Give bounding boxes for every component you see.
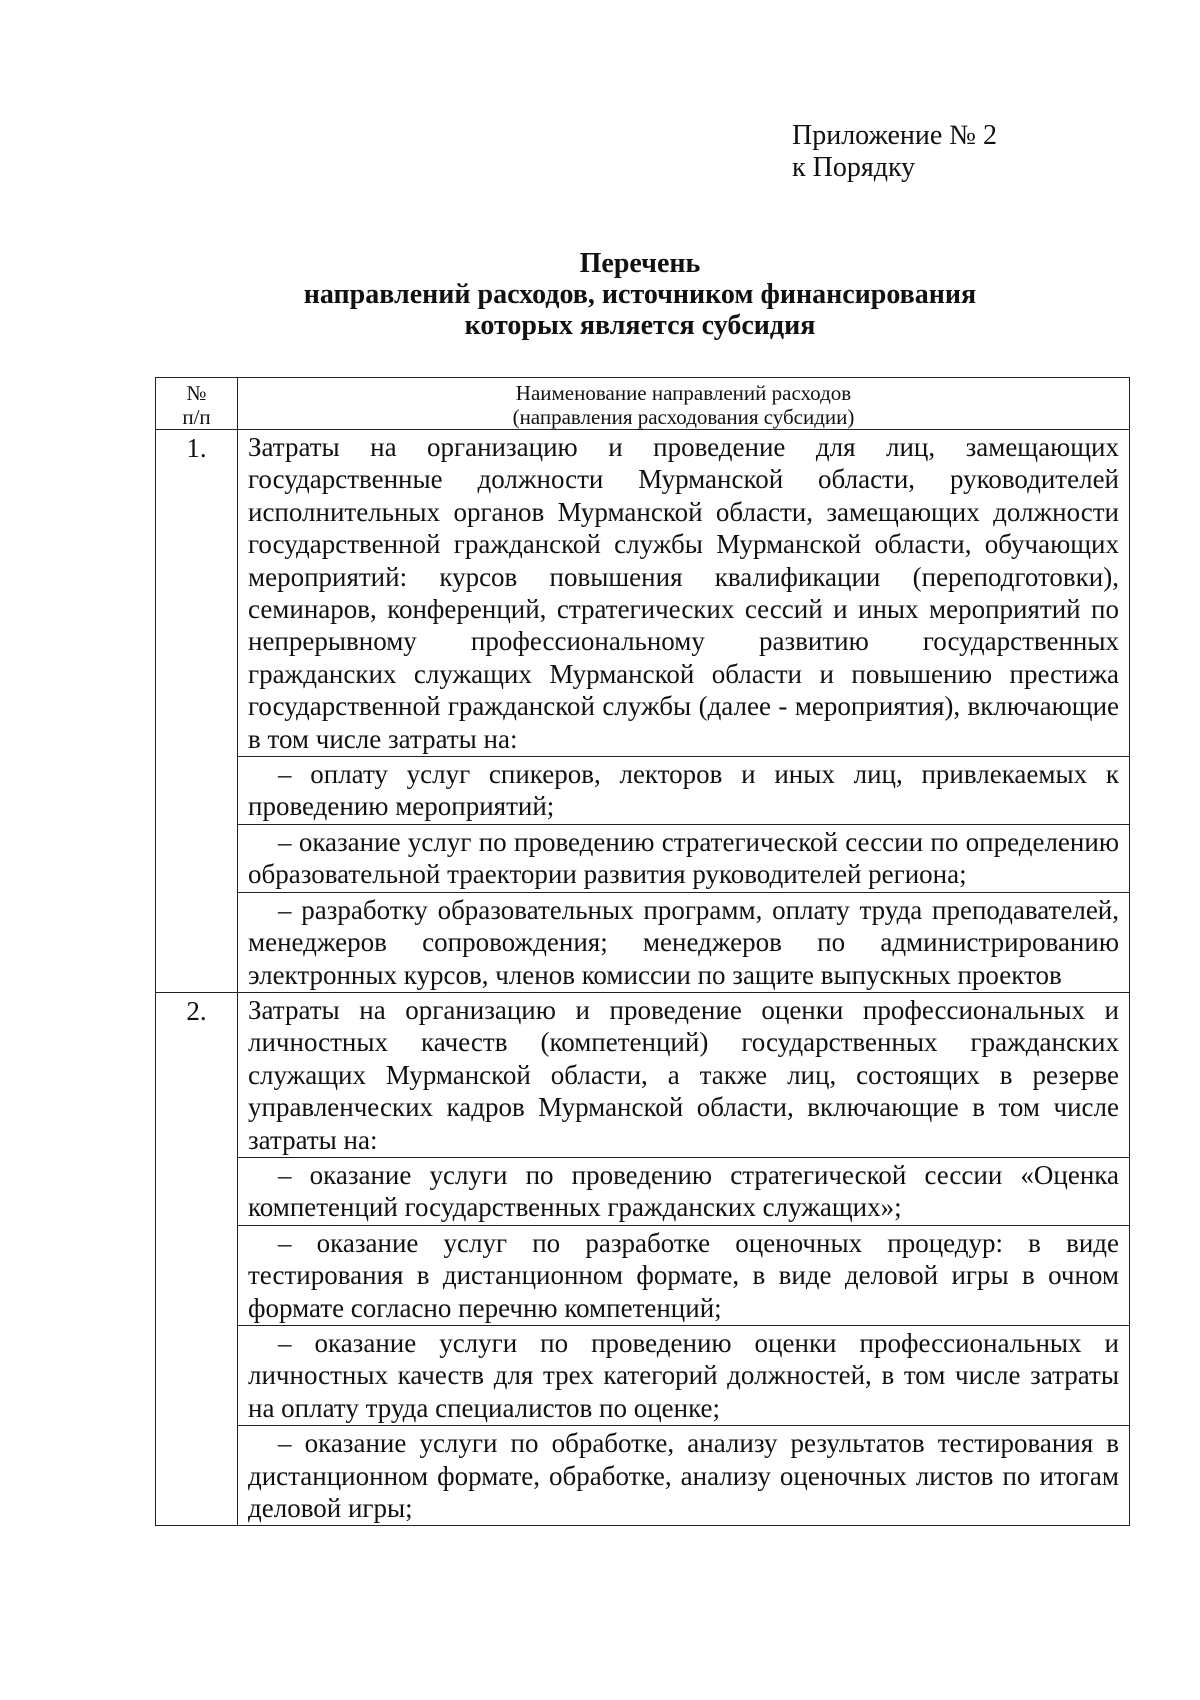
appendix-order-ref: к Порядку bbox=[792, 152, 916, 183]
title-line-2: направлений расходов, источником финансирования bbox=[303, 279, 977, 310]
document-title bbox=[150, 248, 1130, 341]
row-subitem: – оказание услуги по обработке, анализу результатов тестирования в дистанционном формате, обработке, анализу оценочных листов по итогам деловой игры; bbox=[238, 1426, 1130, 1526]
table-row bbox=[156, 1426, 1130, 1526]
row-number: 2. bbox=[156, 992, 238, 1526]
row-subitem: – оказание услуг по проведению стратегической сессии по определению образовательной траектории развития руководителей региона; bbox=[238, 824, 1130, 892]
header-number-abbr: п/п bbox=[182, 405, 211, 429]
row-description: Затраты на организацию и проведение оценки профессиональных и личностных качеств (компетенций) государственных гражданских служащих Мурманской области, а также лиц, состоящих в резерве управленческих кадров Мурманской области, включающие в том числе затраты на: bbox=[238, 992, 1130, 1157]
title-line-1: Перечень bbox=[579, 248, 701, 279]
table-row bbox=[156, 824, 1130, 892]
appendix-number: Приложение № 2 bbox=[792, 120, 997, 151]
header-number-symbol: № bbox=[186, 381, 207, 405]
table-header-row bbox=[156, 378, 1130, 430]
row-subitem: – оказание услуг по разработке оценочных процедур: в виде тестирования в дистанционном формате, в виде деловой игры в очном формате согласно перечню компетенций; bbox=[238, 1225, 1130, 1325]
table-row bbox=[156, 892, 1130, 992]
row-number: 1. bbox=[156, 430, 238, 993]
table-row bbox=[156, 992, 1130, 1157]
table-row bbox=[156, 430, 1130, 757]
row-subitem: – оказание услуги по проведению оценки профессиональных и личностных качеств для трех категорий должностей, в том числе затраты на оплату труда специалистов по оценке; bbox=[238, 1325, 1130, 1425]
table-row bbox=[156, 757, 1130, 825]
row-subitem: – оплату услуг спикеров, лекторов и иных лиц, привлекаемых к проведению мероприятий; bbox=[238, 757, 1130, 825]
expense-directions-table bbox=[155, 377, 1130, 1526]
header-name-line-1: Наименование направлений расходов bbox=[515, 381, 852, 405]
table-row bbox=[156, 1157, 1130, 1225]
header-name-cell bbox=[238, 378, 1130, 430]
row-subitem: – оказание услуги по проведению стратегической сессии «Оценка компетенций государственных гражданских служащих»; bbox=[238, 1157, 1130, 1225]
row-description: Затраты на организацию и проведение для лиц, замещающих государственные должности Мурманской области, руководителей исполнительных органов Мурманской области, замещающих должности государственной гражданской службы Мурманской области, обучающих мероприятий: курсов повышения квалификации (переподготовки), семинаров, конференций, стратегических сессий и иных мероприятий по непрерывному профессиональному развитию государственных гражданских служащих Мурманской области и повышению престижа государственной гражданской службы (далее - мероприятия), включающие в том числе затраты на: bbox=[238, 430, 1130, 757]
table-row bbox=[156, 1325, 1130, 1425]
title-line-3: которых является субсидия bbox=[464, 310, 816, 341]
row-subitem: – разработку образовательных программ, оплату труда преподавателей, менеджеров сопровождения; менеджеров по администрированию электронных курсов, членов комиссии по защите выпускных проектов bbox=[238, 892, 1130, 992]
header-number-cell bbox=[156, 378, 238, 430]
table-row bbox=[156, 1225, 1130, 1325]
header-name-line-2: (направления расходования субсидии) bbox=[512, 405, 855, 429]
appendix-reference bbox=[792, 120, 997, 184]
